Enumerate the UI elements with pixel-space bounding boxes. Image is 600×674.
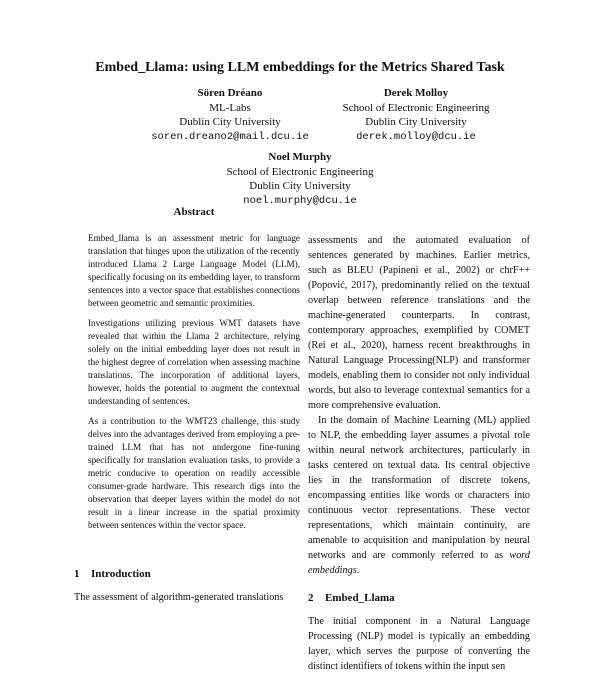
author-university: Dublin City University — [179, 116, 281, 128]
emphasis-term: word embeddings — [308, 550, 530, 576]
author-block-2 — [296, 86, 536, 144]
author-email: derek.molloy@dcu.ie — [356, 130, 476, 143]
body-text-end: . — [356, 565, 360, 576]
author-name: Derek Molloy — [383, 87, 449, 99]
section-title: Embed_Llama — [325, 592, 395, 604]
author-affiliation: School of Electronic Engineering — [226, 165, 374, 178]
author-email: soren.dreano2@mail.dcu.ie — [151, 130, 309, 143]
section-title: Introduction — [91, 568, 151, 580]
author-affiliation: School of Electronic Engineering — [342, 101, 490, 114]
section-number: 2 — [308, 592, 314, 604]
body-text: In the domain of Machine Learning (ML) applied to NLP, the embedding layer assumes a pivotal role within neural network architectures, particularly in tasks centered on textual data. Its central objective lies in the transformation of discrete tokens, encompassing entities like words or characters into continuous vector representations. These vector representations, which maintain continuity, are amenable to acquisition and manipulation by neural networks and are commonly referred to as — [308, 415, 530, 561]
section-heading-embed-llama — [308, 592, 530, 604]
introduction-first-line: The assessment of algorithm-generated translations — [74, 592, 284, 603]
section-heading-introduction — [74, 568, 151, 580]
abstract-paragraph-2: Investigations utilizing previous WMT datasets have revealed that within the Llama 2 architecture, relying solely on the initial embedding layer does not result in the highest degree of correlation when assessing machine translations. The incorporation of additional layers, however, holds the potential to augment the contextual understanding of sentences. — [88, 318, 300, 406]
body-paragraph-3: The initial component in a Natural Language Processing (NLP) model is typically an embedding layer, which serves the purpose of converting the distinct identifiers of tokens within the input sen — [308, 616, 530, 672]
author-email: noel.murphy@dcu.ie — [243, 194, 357, 207]
section-number: 1 — [74, 568, 80, 580]
body-paragraph-2 — [308, 413, 530, 578]
author-university: Dublin City University — [249, 180, 351, 192]
paper-title: Embed_Llama: using LLM embeddings for the Metrics Shared Task — [95, 60, 505, 75]
right-column — [308, 233, 530, 674]
abstract-section — [88, 206, 300, 539]
abstract-paragraph-1: Embed_llama is an assessment metric for language translation that hinges upon the utilization of the recently introduced Llama 2 Large Language Model (LLM), specifically focusing on its embedding layer, to transform sentences into a vector space that establishes connections between geometric and semantic proximities. — [88, 233, 300, 308]
body-paragraph-1: assessments and the automated evaluation of sentences generated by machines. Earlier metrics, such as BLEU (Papineni et al., 2002) or chrF++ (Popović, 2017), predominantly relied on the textual overlap between reference translations and the machine-generated counterparts. In contrast, contemporary approaches, exemplified by COMET (Rei et al., 2020), harness recent breakthroughs in Natural Language Processing(NLP) and transformer models, enabling them to consider not only individual words, but also to leverage contextual semantics for a more comprehensive evaluation. — [308, 235, 530, 411]
author-block-1 — [140, 86, 320, 144]
author-name: Sören Dréano — [197, 87, 263, 99]
author-affiliation: ML-Labs — [209, 101, 251, 114]
author-university: Dublin City University — [365, 116, 467, 128]
abstract-paragraph-3: As a contribution to the WMT23 challenge, this study delves into the advantages derived from employing a pre-trained LLM that has not undergone fine-tuning specifically for translation evaluation tasks, to provide a metric conducive to operation on readily accessible consumer-grade hardware. This research digs into the observation that deeper layers within the model do not result in a linear increase in the spatial proximity between sentences within the vector space. — [88, 416, 300, 530]
author-name: Noel Murphy — [268, 151, 332, 163]
author-block-3 — [180, 150, 420, 208]
abstract-heading: Abstract — [173, 206, 215, 218]
